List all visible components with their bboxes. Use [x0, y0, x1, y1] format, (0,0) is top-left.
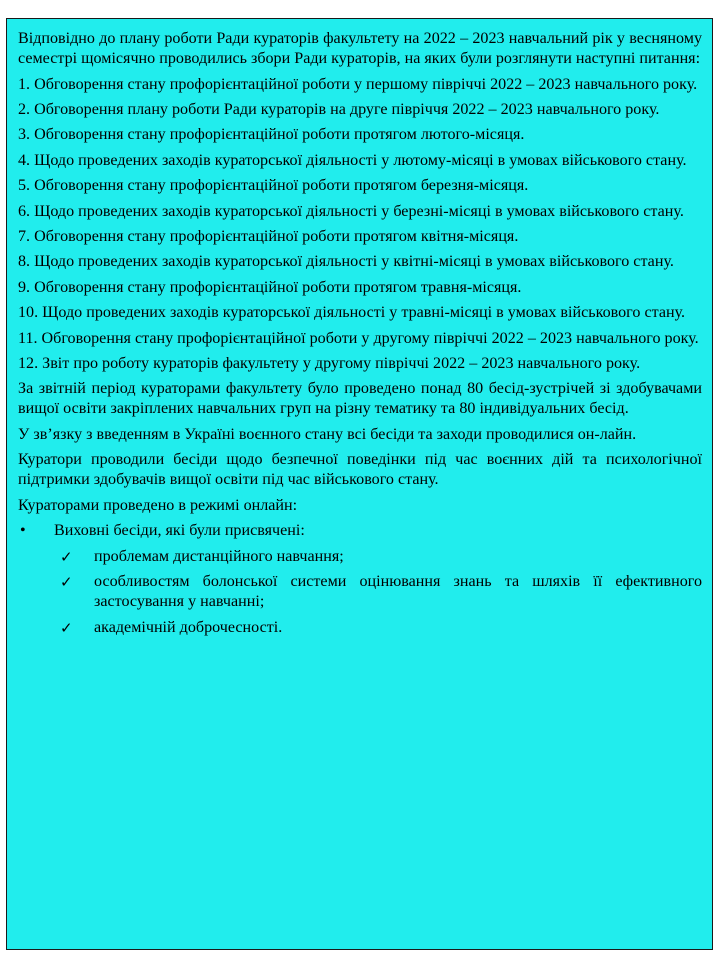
check-list-text-1: проблемам дистанційного навчання; [94, 547, 344, 565]
agenda-item-5: 5. Обговорення стану профорієнтаційної роботи протягом березня-місяця. [18, 177, 529, 195]
agenda-item-7: 7. Обговорення стану профорієнтаційної роботи протягом квітня-місяця. [18, 227, 519, 245]
check-list-item-2 [60, 572, 702, 612]
check-list-text-2: особливостям болонської системи оцінювання знань та шляхів її ефективного застосування у навчанні; [94, 573, 702, 611]
intro-paragraph: Відповідно до плану роботи Ради кураторів факультету на 2022 – 2023 навчальний рік у весняному семестрі щомісячно проводились збори Ради кураторів, на яких були розглянути наступні питання: [18, 30, 702, 68]
check-list-item-3 [60, 618, 702, 638]
report-text-box [6, 18, 713, 950]
bullet-text: Виховні бесіди, які були присвячені: [54, 522, 305, 540]
agenda-item-3: 3. Обговорення стану профорієнтаційної роботи протягом лютого-місяця. [18, 126, 525, 144]
agenda-item-4: 4. Щодо проведених заходів кураторської діяльності у лютому-місяці в умовах військового стану. [18, 151, 687, 169]
agenda-item-12: 12. Звіт про роботу кураторів факультету у другому півріччі 2022 – 2023 навчального року. [18, 354, 641, 372]
agenda-item-9: 9. Обговорення стану профорієнтаційної роботи протягом травня-місяця. [18, 278, 522, 296]
bullet-list-item [18, 521, 702, 541]
online-format-paragraph: У зв’язку з введенням в Україні воєнного стану всі бесіди та заходи проводилися он-лайн. [18, 425, 637, 443]
check-list-item-1 [60, 547, 702, 567]
online-activities-heading: Кураторами проведено в режимі онлайн: [18, 496, 298, 514]
agenda-item-8: 8. Щодо проведених заходів кураторської діяльності у квітні-місяці в умовах військового стану. [18, 253, 674, 271]
agenda-item-2: 2. Обговорення плану роботи Ради кураторів на друге півріччя 2022 – 2023 навчального року. [18, 100, 660, 118]
agenda-item-1: 1. Обговорення стану профорієнтаційної роботи у першому півріччі 2022 – 2023 навчального року. [18, 75, 698, 93]
bullet-icon: • [20, 522, 26, 540]
checkmark-icon: ✓ [60, 547, 73, 566]
safety-support-paragraph: Куратори проводили бесіди щодо безпечної поведінки під час воєнних дій та психологічної підтримки здобувачів вищої освіти під час військового стану. [18, 451, 702, 489]
agenda-item-11: 11. Обговорення стану профорієнтаційної роботи у другому півріччі 2022 – 2023 навчального року. [18, 329, 699, 347]
checkmark-icon: ✓ [60, 618, 73, 637]
checkmark-icon: ✓ [60, 573, 73, 592]
agenda-item-6: 6. Щодо проведених заходів кураторської діяльності у березні-місяці в умовах військового стану. [18, 202, 684, 220]
agenda-item-10: 10. Щодо проведених заходів кураторської діяльності у травні-місяці в умовах військового стану. [18, 304, 686, 322]
check-list-text-3: академічній доброчесності. [94, 618, 283, 636]
conversations-summary-paragraph: За звітній період кураторами факультету було проведено понад 80 бесід-зустрічей зі здобувачами вищої освіти закріплених навчальних груп на різну тематику та 80 індивідуальних бесід. [18, 380, 702, 418]
